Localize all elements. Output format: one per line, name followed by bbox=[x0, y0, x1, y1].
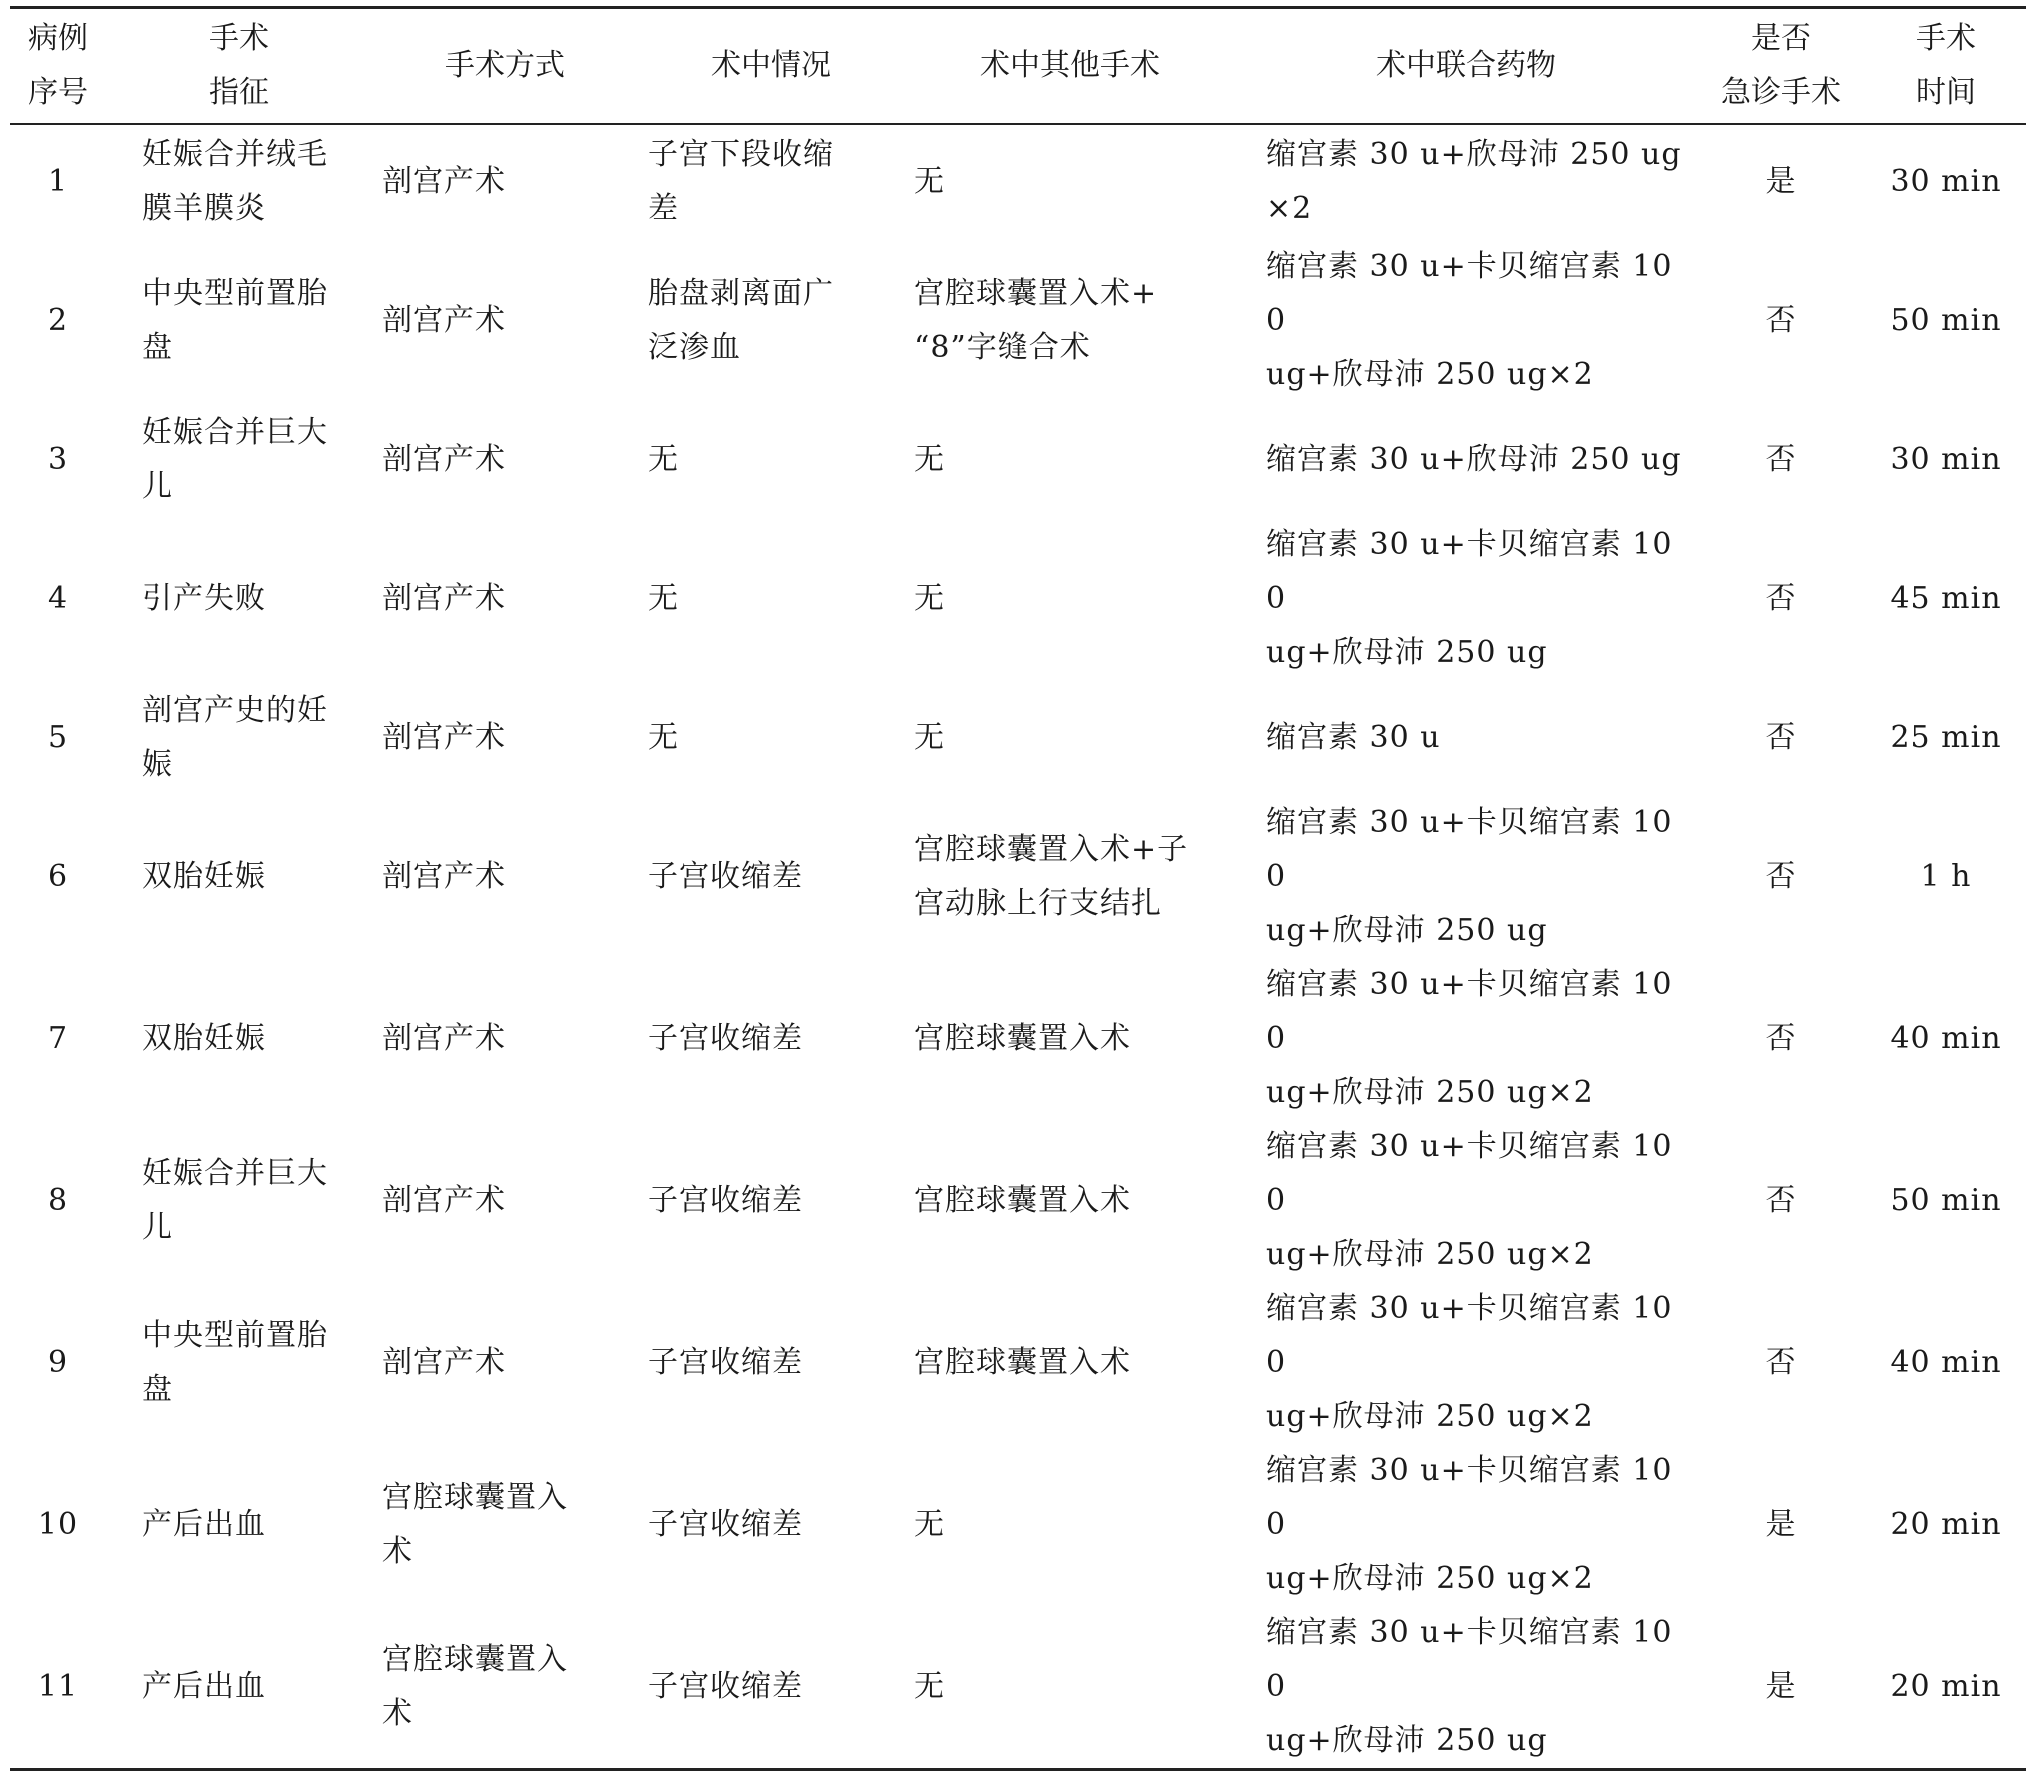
cell-duration bbox=[1866, 124, 2026, 240]
cell-case-no bbox=[10, 958, 106, 1120]
cell-other-surgery bbox=[904, 518, 1236, 680]
table-header-row bbox=[10, 8, 2026, 124]
cell-emergency-text: 否 bbox=[1765, 858, 1797, 894]
cell-duration-text: 30 min bbox=[1890, 164, 2002, 199]
surgery-cases-table bbox=[10, 6, 2026, 1771]
cell-drugs bbox=[1236, 124, 1696, 240]
cell-drugs-text: 缩宫素 30 u+卡贝缩宫素 100 ug+欣母沛 250 ug bbox=[1266, 526, 1673, 670]
cell-other-surgery bbox=[904, 796, 1236, 958]
table-body bbox=[10, 124, 2026, 1770]
cell-method bbox=[372, 124, 638, 240]
cell-indication bbox=[106, 124, 372, 240]
cell-method bbox=[372, 680, 638, 796]
cell-indication-text: 引产失败 bbox=[142, 580, 266, 616]
cell-method-text: 剖宫产术 bbox=[382, 164, 506, 199]
cell-other-surgery-text: 无 bbox=[914, 1668, 945, 1704]
cell-duration-text: 50 min bbox=[1890, 302, 2002, 338]
cell-indication bbox=[106, 796, 372, 958]
cell-method bbox=[372, 1444, 638, 1606]
cell-indication-text: 中央型前置胎 盘 bbox=[142, 275, 328, 365]
table-row bbox=[10, 124, 2026, 240]
cell-case-no-text: 2 bbox=[47, 302, 69, 338]
cell-drugs-text: 缩宫素 30 u+卡贝缩宫素 100 ug+欣母沛 250 ug×2 bbox=[1266, 248, 1673, 392]
cell-drugs bbox=[1236, 796, 1696, 958]
table-row bbox=[10, 1444, 2026, 1606]
cell-case-no-text: 9 bbox=[47, 1344, 69, 1380]
cell-drugs-text: 缩宫素 30 u bbox=[1266, 719, 1441, 755]
cell-indication bbox=[106, 1444, 372, 1606]
cell-condition bbox=[638, 1282, 904, 1444]
cell-drugs bbox=[1236, 518, 1696, 680]
cell-other-surgery-text: 无 bbox=[914, 1506, 945, 1542]
cell-case-no bbox=[10, 1444, 106, 1606]
cell-indication bbox=[106, 1606, 372, 1770]
cell-method-text: 剖宫产术 bbox=[382, 1182, 506, 1218]
cell-drugs-text: 缩宫素 30 u+卡贝缩宫素 100 ug+欣母沛 250 ug bbox=[1266, 804, 1673, 948]
cell-method-text: 剖宫产术 bbox=[382, 580, 506, 616]
cell-duration-text: 30 min bbox=[1890, 441, 2002, 477]
cell-drugs-text: 缩宫素 30 u+卡贝缩宫素 100 ug+欣母沛 250 ug×2 bbox=[1266, 966, 1673, 1110]
header-case-no: 病例 序号 bbox=[10, 8, 106, 124]
cell-method-text: 剖宫产术 bbox=[382, 441, 506, 477]
cell-case-no-text: 5 bbox=[47, 719, 69, 755]
cell-emergency-text: 是 bbox=[1765, 164, 1797, 199]
cell-condition bbox=[638, 680, 904, 796]
cell-duration bbox=[1866, 796, 2026, 958]
cell-method bbox=[372, 1120, 638, 1282]
cell-indication-text: 产后出血 bbox=[142, 1506, 266, 1542]
cell-other-surgery-text: 无 bbox=[914, 441, 945, 477]
cell-duration-text: 40 min bbox=[1890, 1020, 2002, 1056]
cell-other-surgery-text: 无 bbox=[914, 164, 945, 199]
cell-other-surgery bbox=[904, 1120, 1236, 1282]
header-other-surgery: 术中其他手术 bbox=[904, 8, 1236, 124]
cell-drugs-text: 缩宫素 30 u+卡贝缩宫素 100 ug+欣母沛 250 ug×2 bbox=[1266, 1128, 1673, 1272]
cell-method bbox=[372, 1282, 638, 1444]
cell-duration bbox=[1866, 240, 2026, 402]
cell-indication-text: 妊娠合并巨大 儿 bbox=[142, 414, 328, 504]
cell-indication-text: 剖宫产史的妊 娠 bbox=[142, 692, 328, 782]
header-method: 手术方式 bbox=[372, 8, 638, 124]
cell-emergency bbox=[1696, 1282, 1866, 1444]
cell-case-no bbox=[10, 1282, 106, 1444]
header-duration: 手术 时间 bbox=[1866, 8, 2026, 124]
cell-emergency bbox=[1696, 1444, 1866, 1606]
cell-drugs-text: 缩宫素 30 u+欣母沛 250 ug×2 bbox=[1266, 137, 1682, 226]
cell-duration bbox=[1866, 1444, 2026, 1606]
cell-drugs-text: 缩宫素 30 u+卡贝缩宫素 100 ug+欣母沛 250 ug bbox=[1266, 1614, 1673, 1758]
table-row bbox=[10, 1282, 2026, 1444]
cell-case-no bbox=[10, 680, 106, 796]
cell-other-surgery-text: 无 bbox=[914, 580, 945, 616]
cell-drugs-text: 缩宫素 30 u+卡贝缩宫素 100 ug+欣母沛 250 ug×2 bbox=[1266, 1290, 1673, 1434]
cell-drugs bbox=[1236, 958, 1696, 1120]
cell-other-surgery bbox=[904, 124, 1236, 240]
cell-condition-text: 子宫收缩差 bbox=[648, 858, 803, 894]
cell-condition-text: 无 bbox=[648, 719, 679, 755]
header-condition: 术中情况 bbox=[638, 8, 904, 124]
cell-other-surgery bbox=[904, 1606, 1236, 1770]
cell-duration bbox=[1866, 958, 2026, 1120]
cell-other-surgery-text: 宫腔球囊置入术 bbox=[914, 1344, 1131, 1380]
cell-drugs bbox=[1236, 240, 1696, 402]
surgery-table-wrapper bbox=[10, 6, 2026, 1771]
cell-duration bbox=[1866, 1282, 2026, 1444]
cell-condition bbox=[638, 796, 904, 958]
cell-indication-text: 妊娠合并巨大 儿 bbox=[142, 1155, 328, 1245]
cell-indication-text: 产后出血 bbox=[142, 1668, 266, 1704]
cell-case-no-text: 1 bbox=[47, 164, 69, 199]
cell-emergency bbox=[1696, 124, 1866, 240]
table-row bbox=[10, 1606, 2026, 1770]
cell-case-no bbox=[10, 1606, 106, 1770]
cell-case-no bbox=[10, 518, 106, 680]
cell-case-no bbox=[10, 1120, 106, 1282]
cell-indication-text: 妊娠合并绒毛 膜羊膜炎 bbox=[142, 137, 328, 226]
cell-duration bbox=[1866, 1606, 2026, 1770]
cell-emergency-text: 否 bbox=[1765, 441, 1797, 477]
cell-case-no-text: 8 bbox=[47, 1182, 69, 1218]
table-row bbox=[10, 958, 2026, 1120]
cell-emergency bbox=[1696, 402, 1866, 518]
cell-other-surgery bbox=[904, 958, 1236, 1120]
cell-condition-text: 子宫收缩差 bbox=[648, 1344, 803, 1380]
cell-drugs-text: 缩宫素 30 u+卡贝缩宫素 100 ug+欣母沛 250 ug×2 bbox=[1266, 1452, 1673, 1596]
cell-emergency-text: 是 bbox=[1765, 1506, 1797, 1542]
cell-emergency bbox=[1696, 680, 1866, 796]
table-row bbox=[10, 796, 2026, 958]
cell-method bbox=[372, 402, 638, 518]
cell-other-surgery-text: 无 bbox=[914, 719, 945, 755]
table-row bbox=[10, 240, 2026, 402]
cell-emergency-text: 否 bbox=[1765, 302, 1797, 338]
cell-emergency bbox=[1696, 796, 1866, 958]
cell-emergency bbox=[1696, 1606, 1866, 1770]
cell-other-surgery bbox=[904, 1444, 1236, 1606]
cell-method bbox=[372, 1606, 638, 1770]
cell-condition-text: 胎盘剥离面广 泛渗血 bbox=[648, 275, 834, 365]
cell-method-text: 宫腔球囊置入 术 bbox=[382, 1479, 568, 1569]
cell-indication bbox=[106, 1282, 372, 1444]
cell-other-surgery-text: 宫腔球囊置入术 bbox=[914, 1020, 1131, 1056]
cell-indication bbox=[106, 402, 372, 518]
cell-other-surgery-text: 宫腔球囊置入术+ “8”字缝合术 bbox=[914, 275, 1158, 365]
cell-case-no-text: 4 bbox=[47, 580, 69, 616]
cell-indication bbox=[106, 518, 372, 680]
cell-condition bbox=[638, 124, 904, 240]
cell-emergency bbox=[1696, 518, 1866, 680]
cell-duration-text: 20 min bbox=[1890, 1668, 2002, 1704]
cell-condition bbox=[638, 1606, 904, 1770]
cell-condition-text: 子宫收缩差 bbox=[648, 1506, 803, 1542]
cell-drugs-text: 缩宫素 30 u+欣母沛 250 ug bbox=[1266, 441, 1682, 477]
cell-emergency bbox=[1696, 240, 1866, 402]
cell-emergency-text: 否 bbox=[1765, 580, 1797, 616]
cell-indication-text: 中央型前置胎 盘 bbox=[142, 1317, 328, 1407]
cell-drugs bbox=[1236, 1444, 1696, 1606]
cell-case-no bbox=[10, 124, 106, 240]
cell-case-no-text: 11 bbox=[37, 1668, 79, 1704]
cell-other-surgery bbox=[904, 240, 1236, 402]
cell-condition bbox=[638, 1120, 904, 1282]
cell-emergency-text: 否 bbox=[1765, 1020, 1797, 1056]
cell-other-surgery bbox=[904, 680, 1236, 796]
cell-method bbox=[372, 796, 638, 958]
table-row bbox=[10, 1120, 2026, 1282]
cell-emergency bbox=[1696, 958, 1866, 1120]
cell-drugs bbox=[1236, 1120, 1696, 1282]
cell-method-text: 剖宫产术 bbox=[382, 1020, 506, 1056]
cell-duration bbox=[1866, 1120, 2026, 1282]
cell-condition-text: 子宫收缩差 bbox=[648, 1182, 803, 1218]
cell-method bbox=[372, 240, 638, 402]
cell-duration-text: 45 min bbox=[1890, 580, 2002, 616]
cell-duration-text: 50 min bbox=[1890, 1182, 2002, 1218]
cell-drugs bbox=[1236, 1606, 1696, 1770]
cell-condition bbox=[638, 1444, 904, 1606]
header-emergency: 是否 急诊手术 bbox=[1696, 8, 1866, 124]
cell-duration bbox=[1866, 518, 2026, 680]
cell-emergency-text: 否 bbox=[1765, 719, 1797, 755]
cell-indication bbox=[106, 958, 372, 1120]
cell-case-no bbox=[10, 240, 106, 402]
table-row bbox=[10, 518, 2026, 680]
cell-other-surgery bbox=[904, 1282, 1236, 1444]
cell-condition-text: 子宫收缩差 bbox=[648, 1020, 803, 1056]
header-drugs: 术中联合药物 bbox=[1236, 8, 1696, 124]
cell-condition bbox=[638, 240, 904, 402]
cell-duration-text: 40 min bbox=[1890, 1344, 2002, 1380]
cell-method bbox=[372, 518, 638, 680]
cell-duration-text: 20 min bbox=[1890, 1506, 2002, 1542]
cell-emergency bbox=[1696, 1120, 1866, 1282]
cell-emergency-text: 是 bbox=[1765, 1668, 1797, 1704]
header-indication: 手术 指征 bbox=[106, 8, 372, 124]
cell-duration bbox=[1866, 402, 2026, 518]
cell-drugs bbox=[1236, 680, 1696, 796]
cell-drugs bbox=[1236, 402, 1696, 518]
cell-condition-text: 子宫收缩差 bbox=[648, 1668, 803, 1704]
cell-duration-text: 1 h bbox=[1920, 858, 1972, 894]
cell-case-no-text: 7 bbox=[47, 1020, 69, 1056]
cell-indication bbox=[106, 240, 372, 402]
cell-indication bbox=[106, 1120, 372, 1282]
cell-method-text: 宫腔球囊置入 术 bbox=[382, 1641, 568, 1731]
cell-duration bbox=[1866, 680, 2026, 796]
table-row bbox=[10, 402, 2026, 518]
cell-method-text: 剖宫产术 bbox=[382, 1344, 506, 1380]
cell-other-surgery-text: 宫腔球囊置入术+子 宫动脉上行支结扎 bbox=[914, 831, 1189, 921]
cell-condition bbox=[638, 518, 904, 680]
cell-method-text: 剖宫产术 bbox=[382, 719, 506, 755]
cell-case-no bbox=[10, 402, 106, 518]
cell-case-no-text: 10 bbox=[37, 1506, 79, 1542]
cell-condition-text: 无 bbox=[648, 580, 679, 616]
cell-method-text: 剖宫产术 bbox=[382, 858, 506, 894]
cell-duration-text: 25 min bbox=[1890, 719, 2002, 755]
cell-other-surgery bbox=[904, 402, 1236, 518]
cell-method bbox=[372, 958, 638, 1120]
cell-method-text: 剖宫产术 bbox=[382, 302, 506, 338]
cell-condition bbox=[638, 402, 904, 518]
cell-other-surgery-text: 宫腔球囊置入术 bbox=[914, 1182, 1131, 1218]
cell-condition bbox=[638, 958, 904, 1120]
cell-emergency-text: 否 bbox=[1765, 1182, 1797, 1218]
cell-condition-text: 无 bbox=[648, 441, 679, 477]
cell-drugs bbox=[1236, 1282, 1696, 1444]
cell-case-no-text: 6 bbox=[47, 858, 69, 894]
cell-case-no bbox=[10, 796, 106, 958]
cell-emergency-text: 否 bbox=[1765, 1344, 1797, 1380]
cell-case-no-text: 3 bbox=[47, 441, 69, 477]
cell-indication-text: 双胎妊娠 bbox=[142, 858, 266, 894]
cell-condition-text: 子宫下段收缩 差 bbox=[648, 137, 834, 226]
cell-indication bbox=[106, 680, 372, 796]
cell-indication-text: 双胎妊娠 bbox=[142, 1020, 266, 1056]
table-row bbox=[10, 680, 2026, 796]
